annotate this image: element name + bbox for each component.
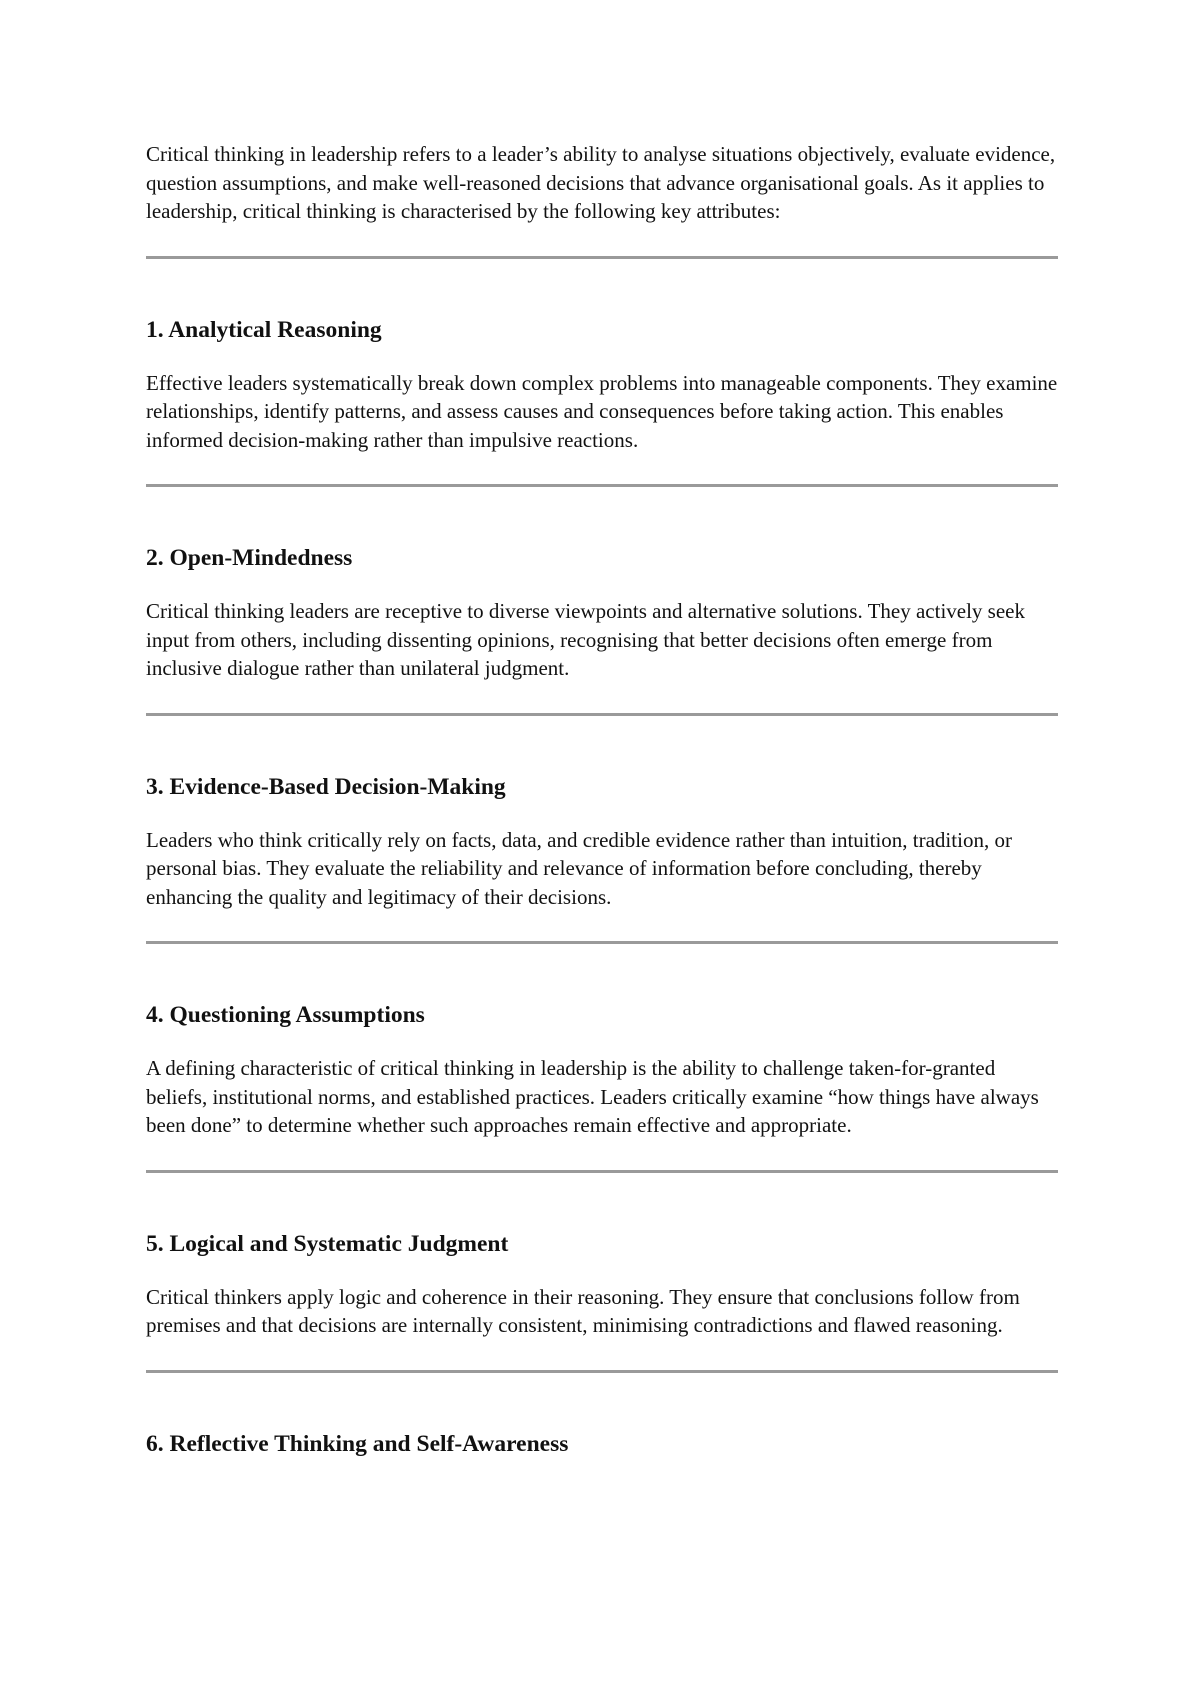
section-questioning-assumptions [146, 1000, 1058, 1173]
section-analytical-reasoning [146, 315, 1058, 488]
section-open-mindedness [146, 543, 1058, 716]
section-logical-systematic-judgment [146, 1229, 1058, 1373]
divider [146, 713, 1058, 716]
section-heading: 5. Logical and Systematic Judgment [146, 1230, 509, 1257]
divider [146, 484, 1058, 487]
section-heading: 2. Open-Mindedness [146, 545, 353, 571]
divider [146, 1170, 1058, 1173]
intro-paragraph: Critical thinking in leadership refers to a leader’s ability to analyse situations objectively, evaluate evidence, question assumptions, and make well-reasoned decisions that advance organisational goals. As it applies to leadership, critical thinking is characterised by the following key attributes: [146, 142, 1056, 223]
section-body: Effective leaders systematically break down complex problems into manageable components. They examine relationships, identify patterns, and assess causes and consequences before taking action. This enables informed decision-making rather than impulsive reactions. [146, 370, 1058, 452]
section-reflective-thinking [146, 1429, 1058, 1459]
document-page [146, 140, 1058, 1459]
section-heading: 6. Reflective Thinking and Self-Awareness [146, 1430, 569, 1457]
section-heading: 3. Evidence-Based Decision-Making [146, 773, 506, 800]
section-body: Critical thinkers apply logic and coherence in their reasoning. They ensure that conclusions follow from premises and that decisions are internally consistent, minimising contradictions and flawed reasoning. [146, 1284, 1020, 1337]
divider [146, 1370, 1058, 1373]
section-heading: 1. Analytical Reasoning [146, 316, 382, 343]
section-evidence-based-decision-making [146, 772, 1058, 945]
section-body: Critical thinking leaders are receptive to diverse viewpoints and alternative solutions. They actively seek input from others, including dissenting opinions, recognising that better decisions often emerge from inclusive dialogue rather than unilateral judgment. [146, 599, 1025, 680]
divider [146, 941, 1058, 944]
section-body: A defining characteristic of critical thinking in leadership is the ability to challenge taken-for-granted beliefs, institutional norms, and established practices. Leaders critically examine “how things have always been done” to determine whether such approaches remain effective and appropriate. [146, 1056, 1039, 1137]
section-body: Leaders who think critically rely on facts, data, and credible evidence rather than intuition, tradition, or personal bias. They evaluate the reliability and relevance of information before concluding, thereby enhancing the quality and legitimacy of their decisions. [146, 827, 1012, 909]
divider [146, 256, 1058, 259]
section-heading: 4. Questioning Assumptions [146, 1002, 425, 1028]
